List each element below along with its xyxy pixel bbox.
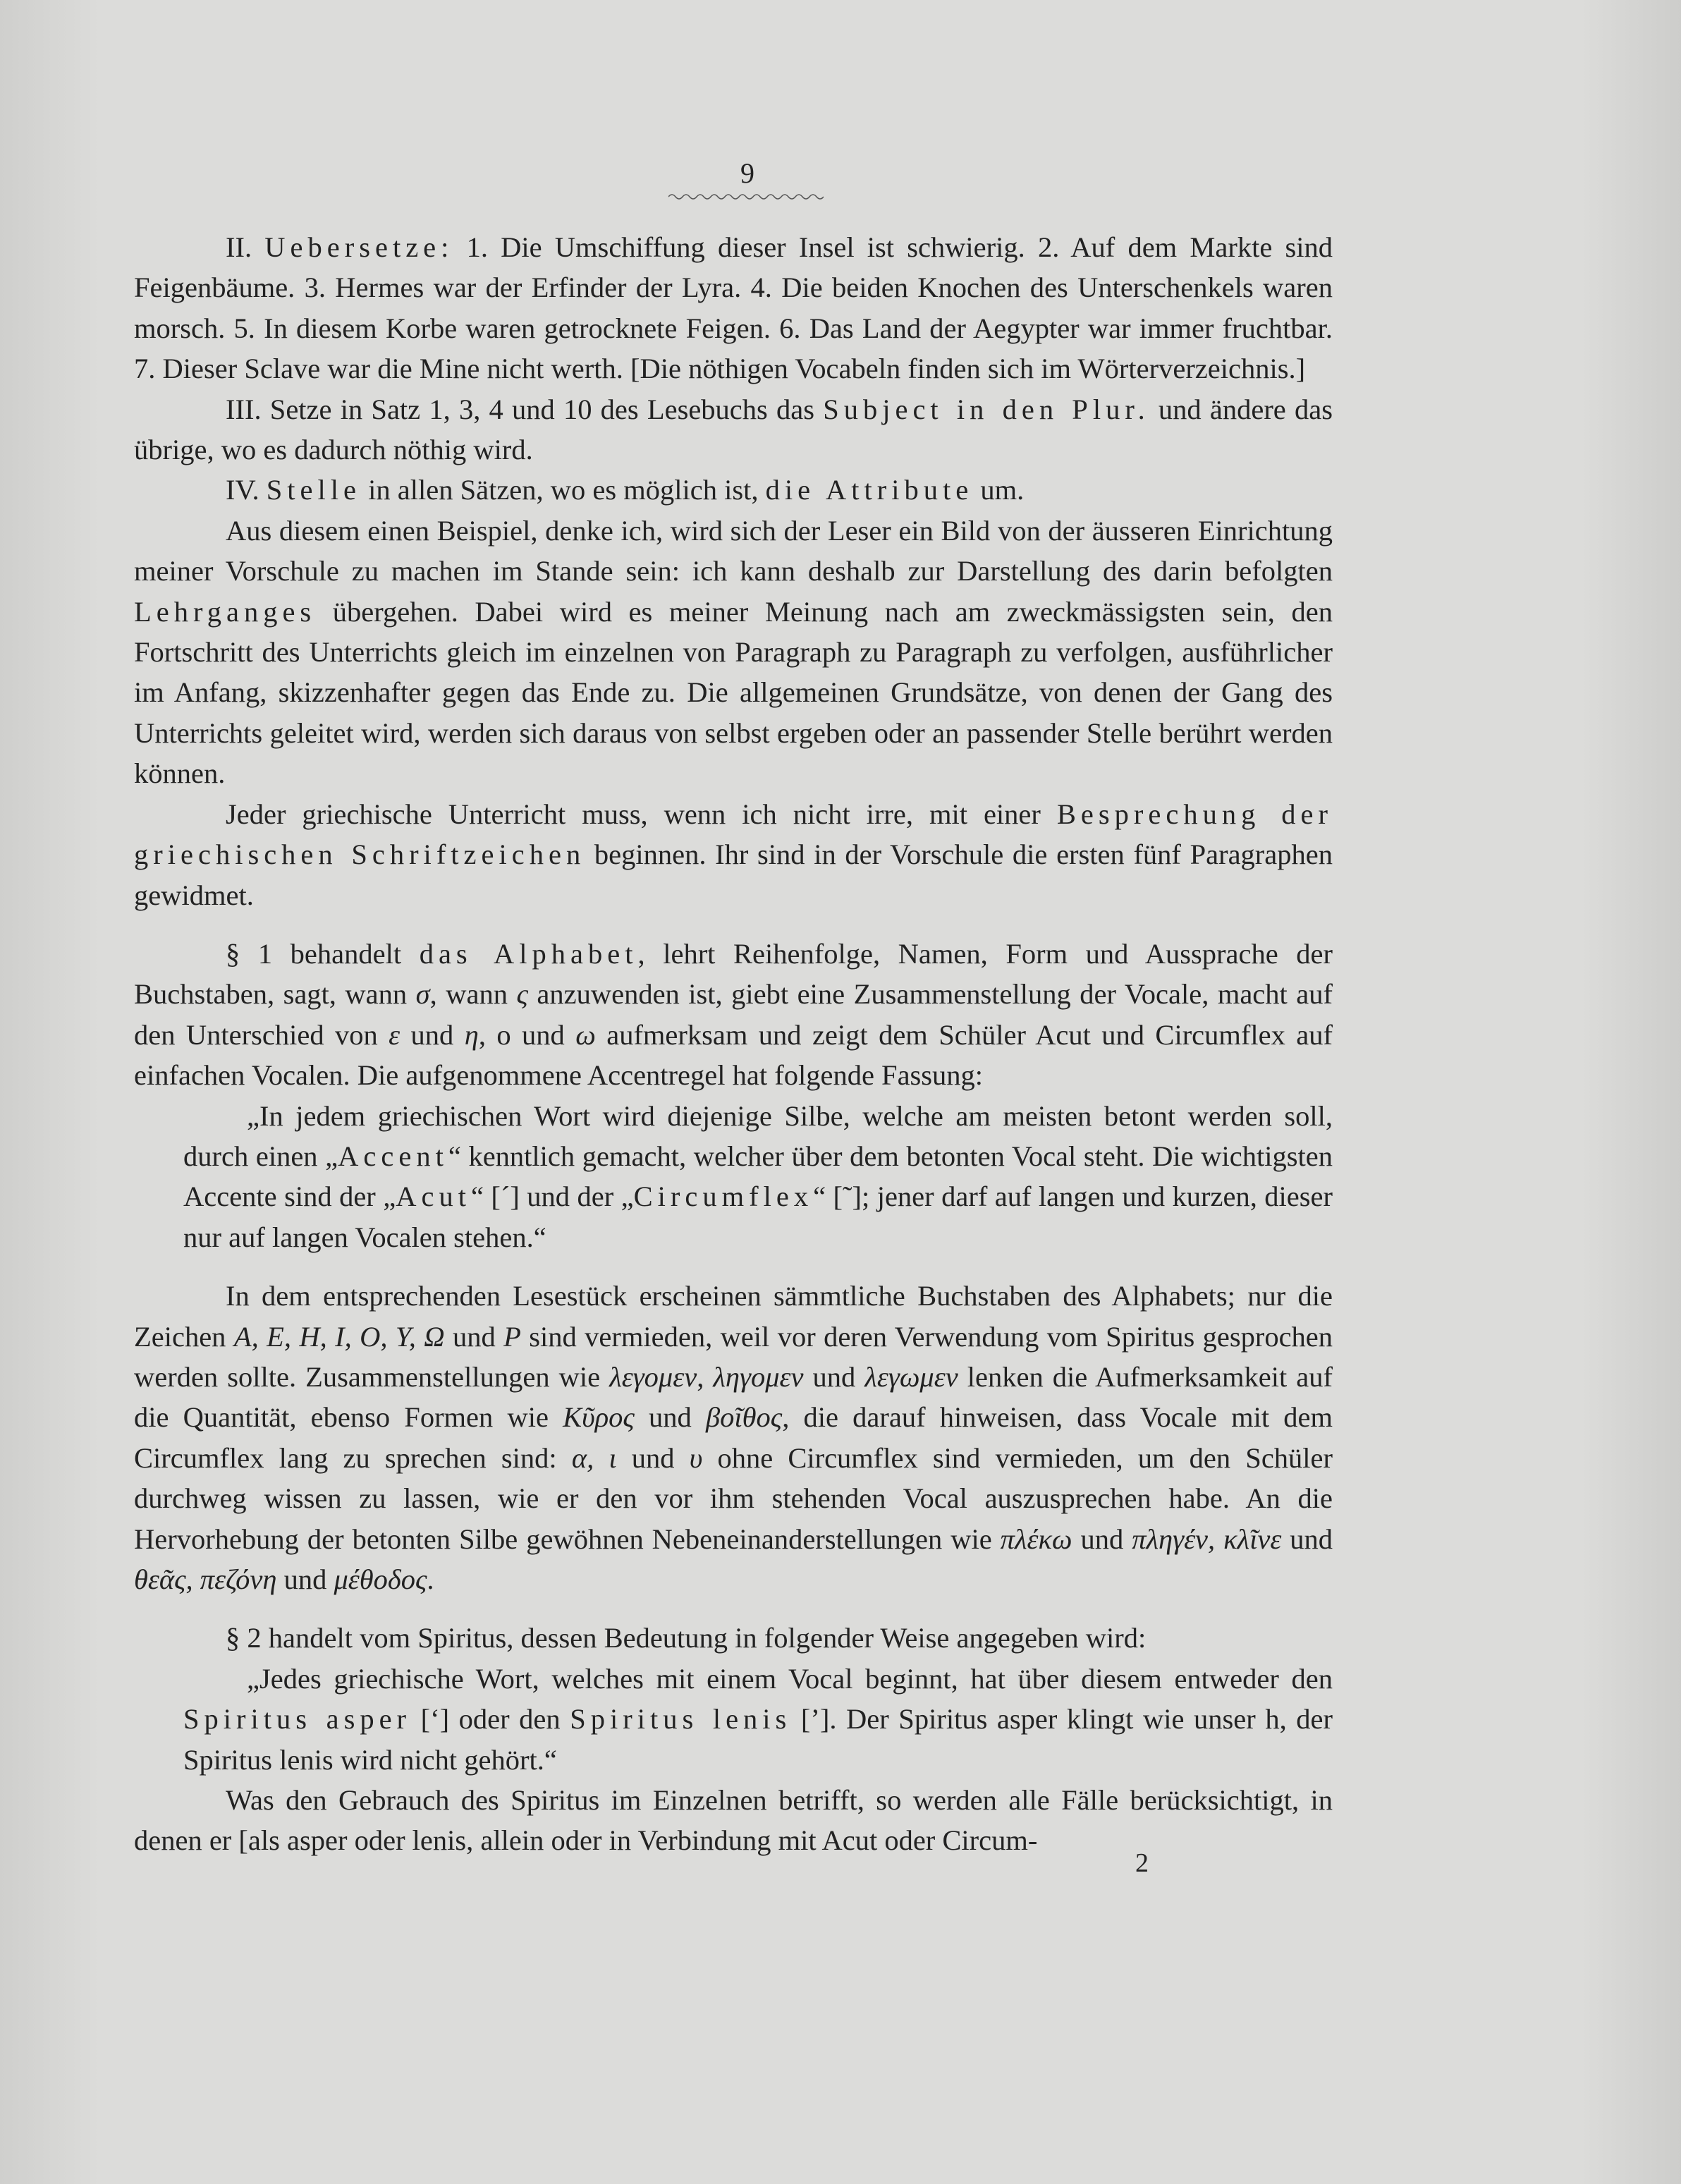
ornament-rule bbox=[668, 192, 824, 202]
quote-spiritus: „Jedes griechische Wort, welches mit einem Vocal beginnt, hat über diesem entweder den Spiritus asper [‘] oder den Spiritus lenis [’]. Der Spiritus asper klingt wie unser h, der Spiritus lenis wird nicht gehört.“ bbox=[183, 1662, 1333, 1776]
paragraph-lesestueck: In dem entsprechenden Lesestück erscheinen sämmtliche Buchstaben des Alphabets; nur die Zeichen Α, Ε, Η, Ι, Ο, Υ, Ω und Ρ sind vermieden, weil vor deren Verwendung vom Spiritus gesprochen werden sollte. Zusammenstellungen wie λεγομεν, ληγομεν und λεγωμεν lenken die Aufmerksamkeit auf die Quantität, ebenso Formen wie Κῦρος und βοῖθος, die darauf hinweisen, dass Vocale mit dem Circumflex lang zu sprechen sind: α, ι und υ ohne Circumflex sind vermieden, um den Schüler durchweg wissen zu lassen, wie er den vor ihm stehenden Vocal auszusprechen habe. An die Hervorhebung der betonten Silbe gewöhnen Nebeneinanderstellungen wie πλέκω und πληγέν, κλῖνε und θεᾶς, πεζόνη und μέθοδος. bbox=[134, 1280, 1333, 1595]
exercise-iii: III. Setze in Satz 1, 3, 4 und 10 des Lesebuchs das Subject in den Plur. und ändere das übrige, wo es dadurch nöthig wird. bbox=[134, 393, 1333, 466]
exercise-ii: II. Uebersetze: 1. Die Umschiffung dieser Insel ist schwierig. 2. Auf dem Markte sind Feigenbäume. 3. Hermes war der Erfinder der Lyra. 4. Die beiden Knochen des Unterschenkels waren morsch. 5. In diesem Korbe waren getrocknete Feigen. 6. Das Land der Aegypter war immer fruchtbar. 7. Dieser Sclave war die Mine nicht werth. [Die nöthigen Vocabeln finden sich im Wörterverzeichnis.] bbox=[134, 231, 1333, 385]
page-number: 9 bbox=[740, 157, 754, 189]
signature-mark: 2 bbox=[1135, 1848, 1149, 1878]
body-text bbox=[134, 227, 1333, 1861]
paragraph-gebrauch: Was den Gebrauch des Spiritus im Einzelnen betrifft, so werden alle Fälle berücksichtigt, in denen er [als asper oder lenis, allein oder in Verbindung mit Acut oder Circum- bbox=[134, 1784, 1333, 1857]
exercise-iv: IV. Stelle in allen Sätzen, wo es möglich ist, die Attribute um. bbox=[226, 474, 1025, 506]
paragraph-section-2: § 2 handelt vom Spiritus, dessen Bedeutung in folgender Weise angegeben wird: bbox=[226, 1622, 1147, 1654]
paragraph-lehrgang: Aus diesem einen Beispiel, denke ich, wird sich der Leser ein Bild von der äusseren Einrichtung meiner Vorschule zu machen im Stande sein: ich kann deshalb zur Darstellung des darin befolgten Lehrganges übergehen. Dabei wird es meiner Meinung nach am zweckmässigsten sein, den Fortschritt des Unterrichts gleich im einzelnen von Paragraph zu Paragraph zu verfolgen, ausführlicher im Anfang, skizzenhafter gegen das Ende zu. Die allgemeinen Grundsätze, von denen der Gang des Unterrichts geleitet wird, werden sich daraus von selbst ergeben oder an passender Stelle berührt werden können. bbox=[134, 514, 1333, 790]
paragraph-section-1: § 1 behandelt das Alphabet, lehrt Reihenfolge, Namen, Form und Aussprache der Buchstaben, sagt, wann σ, wann ς anzuwenden ist, giebt eine Zusammenstellung der Vocale, macht auf den Unterschied von ε und η, ο und ω aufmerksam und zeigt dem Schüler Acut und Circumflex auf einfachen Vocalen. Die aufgenommene Accentregel hat folgende Fassung: bbox=[134, 937, 1333, 1092]
paragraph-schriftzeichen: Jeder griechische Unterricht muss, wenn ich nicht irre, mit einer Besprechung der griechischen Schriftzeichen beginnen. Ihr sind in der Vorschule die ersten fünf Paragraphen gewidmet. bbox=[134, 798, 1333, 911]
exercise-ii-label: Uebersetze: bbox=[264, 231, 454, 263]
quote-accent-rule: „In jedem griechischen Wort wird diejenige Silbe, welche am meisten betont werden soll, durch einen „Accent“ kenntlich gemacht, welcher über dem betonten Vocal steht. Die wichtigsten Accente sind der „Acut“ [´] und der „Circumflex“ [˜]; jener darf auf langen und kurzen, dieser nur auf langen Vocalen stehen.“ bbox=[183, 1099, 1333, 1253]
